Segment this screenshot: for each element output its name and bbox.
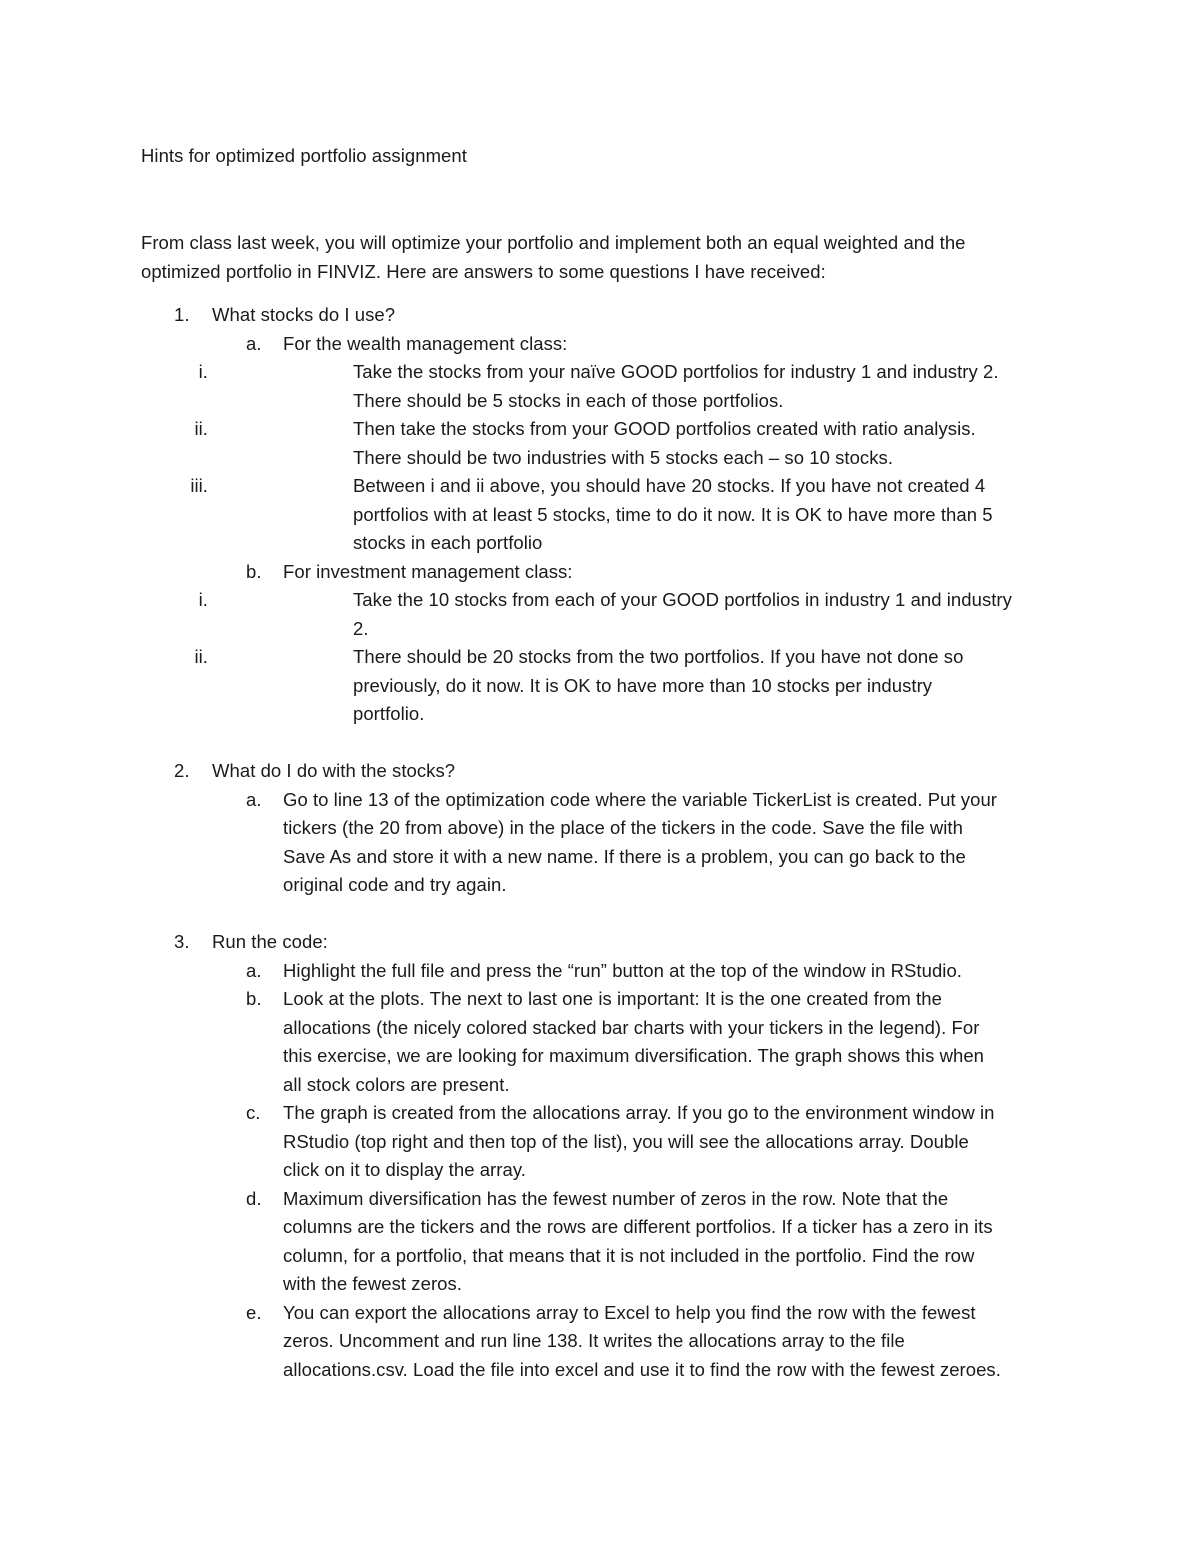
sub-item-line: Go to line 13 of the optimization code where the variable TickerList is created. Put your (283, 788, 997, 810)
question-3-a (0, 957, 1073, 986)
sub-item-line: tickers (the 20 from above) in the place of the tickers in the code. Save the file with (283, 817, 963, 838)
sub-item-line: 2. (353, 617, 369, 639)
intro-paragraph (141, 229, 1071, 286)
sub-item-line: portfolios with at least 5 stocks, time to do it now. It is OK to have more than 5 (353, 503, 993, 525)
sub-item-line: Highlight the full file and press the “run” button at the top of the window in RStudio. (283, 959, 962, 981)
sub-item-line: with the fewest zeros. (283, 1273, 462, 1294)
spacer (0, 729, 1200, 758)
sub-item-line: allocations (the nicely colored stacked bar charts with your tickers in the legend). For (283, 1016, 980, 1038)
sub-item-line: columns are the tickers and the rows are different portfolios. If a ticker has a zero in its (283, 1216, 993, 1237)
list-marker: 3. (174, 931, 190, 952)
list-marker: a. (246, 959, 262, 981)
list-marker: iii. (190, 475, 208, 496)
list-marker: ii. (194, 418, 208, 439)
sub-item-line: Take the 10 stocks from each of your GOOD portfolios in industry 1 and industry (353, 589, 1012, 610)
question-text: Run the code: (212, 931, 328, 952)
question-3-d (0, 1185, 1073, 1299)
question-2-a (0, 786, 1073, 900)
list-marker: a. (246, 788, 262, 810)
list-marker: d. (246, 1187, 262, 1209)
sub-item-line: You can export the allocations array to Excel to help you find the row with the fewest (283, 1301, 976, 1323)
question-3 (0, 928, 1072, 957)
list-marker: 2. (174, 760, 190, 781)
question-text: What stocks do I use? (212, 304, 396, 325)
intro-line: From class last week, you will optimize your portfolio and implement both an equal weighted and the (141, 232, 966, 253)
sub-item-line: Look at the plots. The next to last one is important: It is the one created from the (283, 988, 942, 1009)
spacer (0, 900, 1200, 929)
sub-item-line: Then take the stocks from your GOOD portfolios created with ratio analysis. (353, 418, 976, 439)
list-marker: i. (198, 361, 208, 382)
sub-item-line: The graph is created from the allocations array. If you go to the environment window in (283, 1102, 995, 1123)
list-marker: b. (246, 988, 262, 1009)
sub-item-line: portfolio. (353, 703, 425, 724)
sub-item-line: click on it to display the array. (283, 1159, 526, 1180)
sub-item-line: There should be 5 stocks in each of those portfolios. (353, 389, 784, 411)
list-marker: e. (246, 1301, 262, 1323)
question-1-a-ii (0, 415, 1073, 472)
list-marker: ii. (194, 646, 208, 667)
question-list (0, 301, 1200, 1384)
question-1-b-ii (0, 643, 1073, 729)
question-text: What do I do with the stocks? (212, 760, 456, 781)
sub-item-line: all stock colors are present. (283, 1073, 510, 1095)
sub-item-line: column, for a portfolio, that means that it is not included in the portfolio. Find the row (283, 1244, 975, 1266)
list-marker: 1. (174, 304, 190, 325)
list-marker: i. (198, 589, 208, 610)
question-1 (0, 301, 1072, 330)
sub-item-line: RStudio (top right and then top of the list), you will see the allocations array. Double (283, 1130, 969, 1152)
question-1-a-i (0, 358, 1073, 415)
question-3-c (0, 1099, 1073, 1185)
intro-line: optimized portfolio in FINVIZ. Here are answers to some questions I have received: (141, 260, 826, 282)
sub-item-line: There should be 20 stocks from the two portfolios. If you have not done so (353, 646, 964, 667)
document-title: Hints for optimized portfolio assignment (141, 145, 467, 166)
question-1-a-iii (0, 472, 1073, 558)
sub-item-line: zeros. Uncomment and run line 138. It writes the allocations array to the file (283, 1330, 905, 1351)
question-1-b (0, 558, 1073, 587)
sub-item-text: For investment management class: (283, 560, 573, 582)
list-marker: b. (246, 560, 262, 582)
question-1-b-i (0, 586, 1073, 643)
list-marker: a. (246, 332, 262, 354)
sub-item-line: this exercise, we are looking for maximum diversification. The graph shows this when (283, 1045, 984, 1066)
list-marker: c. (246, 1102, 261, 1123)
sub-item-line: stocks in each portfolio (353, 532, 543, 553)
sub-item-line: Save As and store it with a new name. If there is a problem, you can go back to the (283, 845, 966, 867)
question-1-a (0, 330, 1073, 359)
sub-item-line: There should be two industries with 5 stocks each – so 10 stocks. (353, 446, 894, 468)
sub-item-line: allocations.csv. Load the file into excel and use it to find the row with the fewest zeroes. (283, 1358, 1001, 1380)
question-3-b (0, 985, 1073, 1099)
sub-item-line: original code and try again. (283, 874, 507, 895)
question-3-e (0, 1299, 1073, 1385)
sub-item-line: previously, do it now. It is OK to have more than 10 stocks per industry (353, 674, 933, 696)
sub-item-text: For the wealth management class: (283, 332, 568, 354)
sub-item-line: Take the stocks from your naïve GOOD portfolios for industry 1 and industry 2. (353, 361, 999, 382)
sub-item-line: Maximum diversification has the fewest number of zeros in the row. Note that the (283, 1187, 949, 1209)
sub-item-line: Between i and ii above, you should have 20 stocks. If you have not created 4 (353, 475, 986, 496)
question-2 (0, 757, 1072, 786)
